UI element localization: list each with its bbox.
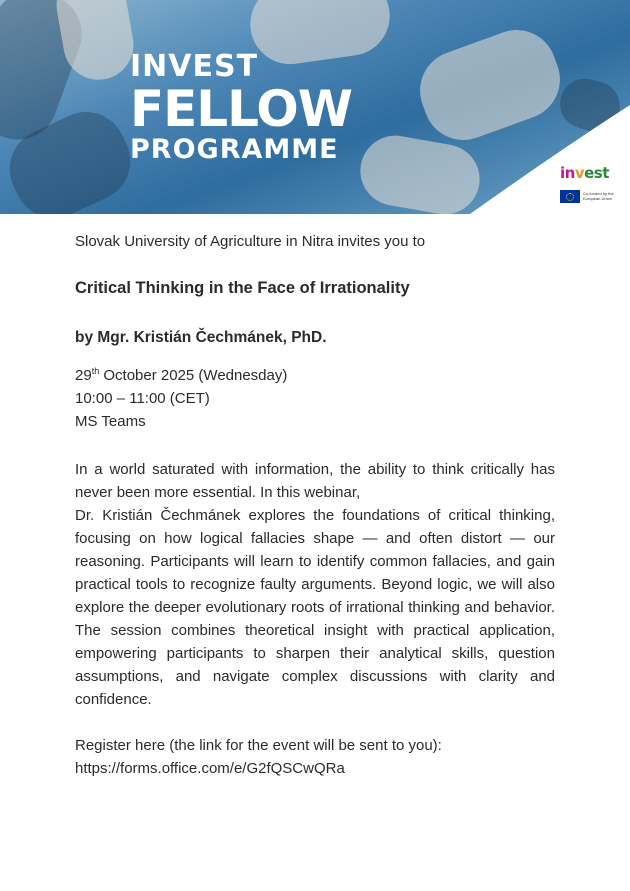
eu-flag-icon — [560, 190, 580, 203]
invest-logo-part: v — [574, 164, 585, 182]
title-line-invest: INVEST — [130, 49, 259, 84]
date-suffix: th — [91, 366, 100, 376]
invitation-content — [75, 232, 555, 780]
webinar-title: Critical Thinking in the Face of Irrationality — [75, 279, 410, 297]
invest-logo-part: in — [560, 164, 575, 182]
event-date — [75, 360, 555, 387]
title-line-programme: PROGRAMME — [130, 134, 339, 165]
eu-cofunded-logo — [560, 190, 624, 203]
register-label: Register here (the link for the event will be sent to you): — [75, 737, 442, 754]
event-time: 10:00 – 11:00 (CET) — [75, 390, 210, 407]
eu-cofunded-text: Co-funded by the European Union — [583, 190, 614, 201]
description-paragraph: Dr. Kristián Čechmánek explores the foundations of critical thinking, focusing on how logical fallacies shape — and often distort — our reasoning. Participants will learn to identify common fallacies, and gain practical tools to recognize faulty arguments. Beyond logic, we will also explore the deeper evolutionary roots of irrational thinking and behavior. The session combines theoretical insight with practical application, empowering participants to sharpen their analytical skills, question assumptions, and navigate complex discussions with clarity and confidence. — [75, 507, 555, 708]
registration-section — [75, 734, 555, 780]
date-rest: October 2025 (Wednesday) — [99, 367, 288, 384]
invest-logo-part: est — [584, 164, 609, 182]
programme-title — [130, 49, 352, 165]
date-day: 29 — [75, 367, 92, 384]
partner-logos — [560, 164, 624, 203]
title-line-fellow: FELLOW — [130, 80, 352, 138]
invest-logo — [560, 164, 624, 182]
event-platform: MS Teams — [75, 413, 146, 430]
speaker-line: by Mgr. Kristián Čechmánek, PhD. — [75, 329, 327, 346]
register-link[interactable]: https://forms.office.com/e/G2fQSCwQRa — [75, 760, 345, 777]
description-paragraph: In a world saturated with information, the ability to think critically has never been more essential. In this webinar, — [75, 461, 555, 501]
event-details — [75, 360, 555, 433]
header-banner — [0, 0, 630, 214]
webinar-description — [75, 458, 555, 711]
intro-text: Slovak University of Agriculture in Nitra invites you to — [75, 233, 426, 250]
